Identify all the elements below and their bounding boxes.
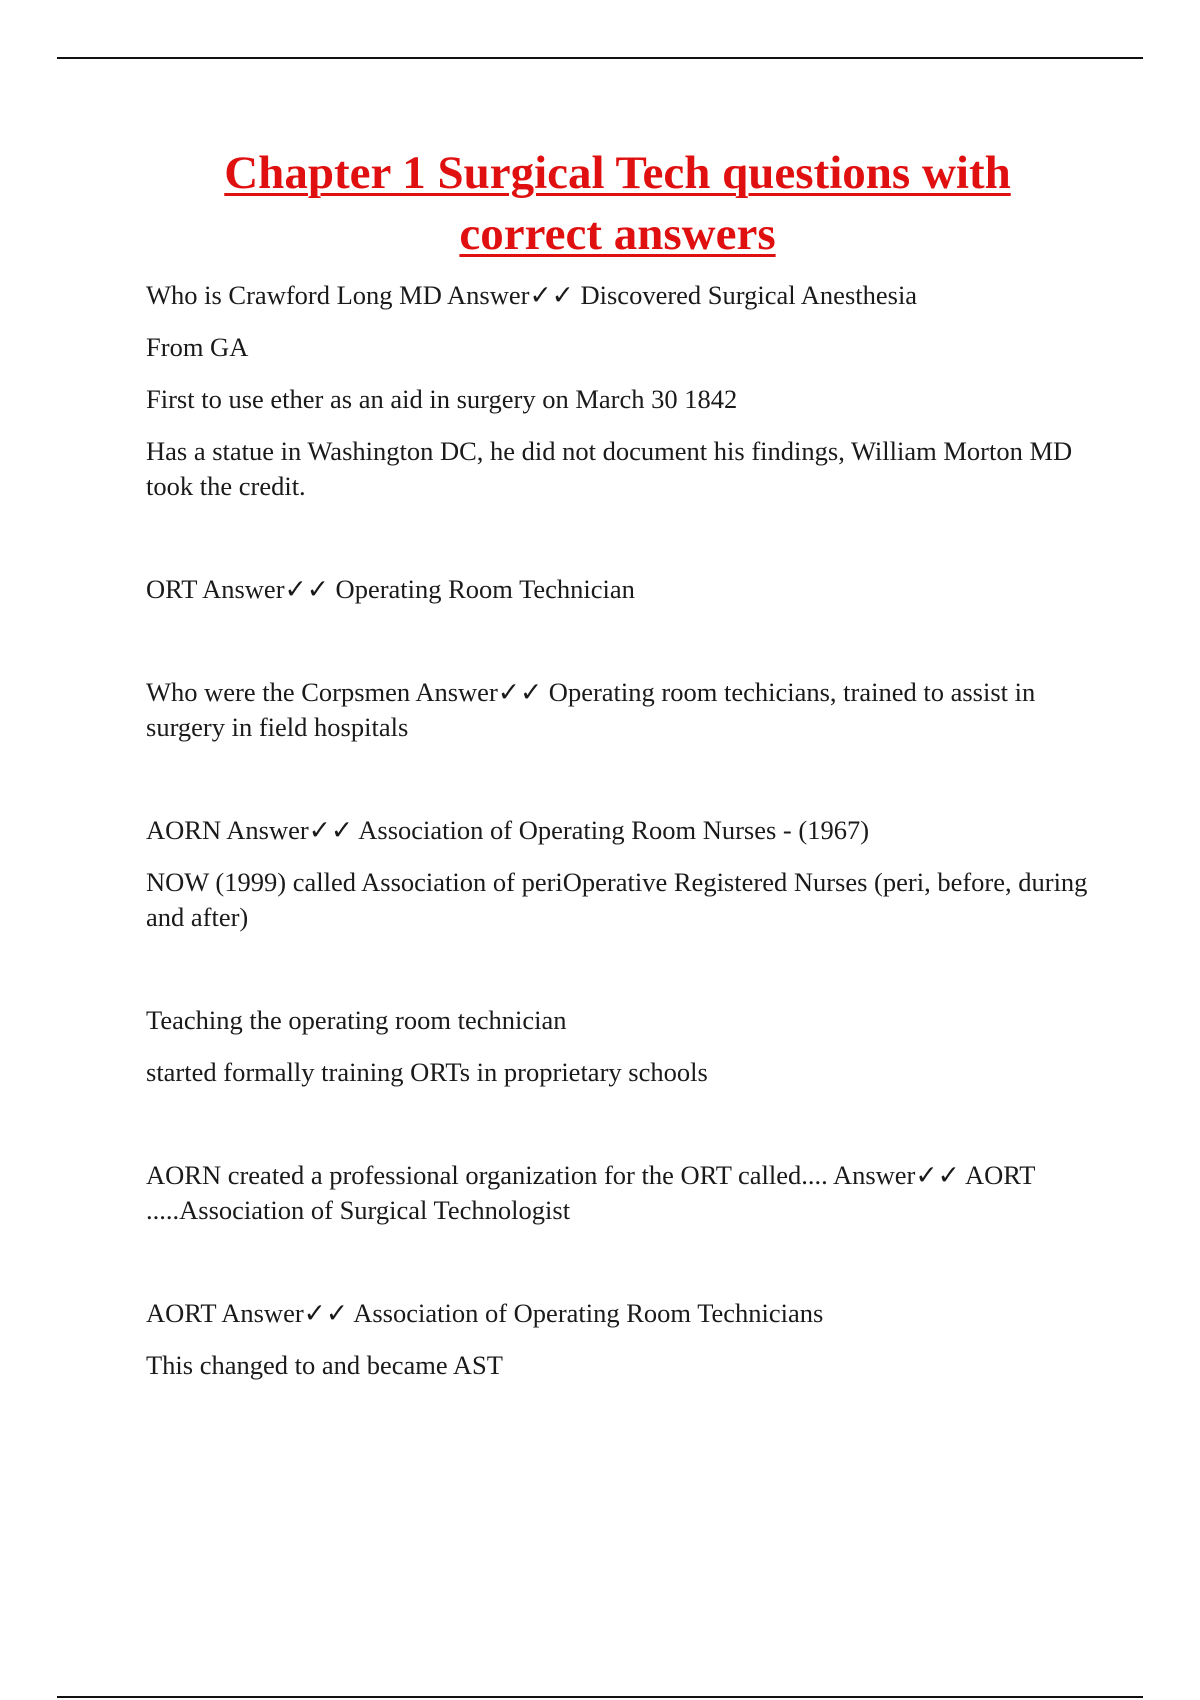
qa-line: started formally training ORTs in proprietary schools	[146, 1057, 708, 1087]
qa-line: AORN created a professional organization for the ORT called.... Answer✓✓ AORT .....Association of Surgical Technologist	[146, 1160, 1036, 1225]
qa-entry-ort	[146, 572, 1096, 607]
qa-line: This changed to and became AST	[146, 1350, 503, 1380]
qa-line: ORT Answer✓✓ Operating Room Technician	[146, 574, 635, 604]
qa-line: From GA	[146, 332, 249, 362]
qa-line: NOW (1999) called Association of periOperative Registered Nurses (peri, before, during and after)	[146, 867, 1088, 932]
header-rule	[57, 57, 1143, 59]
qa-entry-aorn-organization	[146, 1158, 1096, 1228]
qa-line: First to use ether as an aid in surgery on March 30 1842	[146, 384, 738, 414]
qa-entry-corpsmen	[146, 675, 1096, 745]
qa-entry-teaching-ort	[146, 1003, 1096, 1090]
qa-entry-aorn	[146, 813, 1096, 935]
qa-line: Has a statue in Washington DC, he did not document his findings, William Morton MD took the credit.	[146, 436, 1073, 501]
qa-entry-crawford-long	[146, 278, 1096, 504]
footer-rule	[57, 1696, 1143, 1698]
qa-line: AORT Answer✓✓ Association of Operating Room Technicians	[146, 1298, 824, 1328]
document-title: Chapter 1 Surgical Tech questions with correct answers	[224, 147, 1011, 260]
document-body	[146, 278, 1096, 1383]
qa-entry-aort	[146, 1296, 1096, 1383]
qa-line: Who were the Corpsmen Answer✓✓ Operating room techicians, trained to assist in surgery in field hospitals	[146, 677, 1036, 742]
qa-line: AORN Answer✓✓ Association of Operating Room Nurses - (1967)	[146, 815, 870, 845]
qa-line: Teaching the operating room technician	[146, 1005, 567, 1035]
qa-line: Who is Crawford Long MD Answer✓✓ Discovered Surgical Anesthesia	[146, 280, 918, 310]
